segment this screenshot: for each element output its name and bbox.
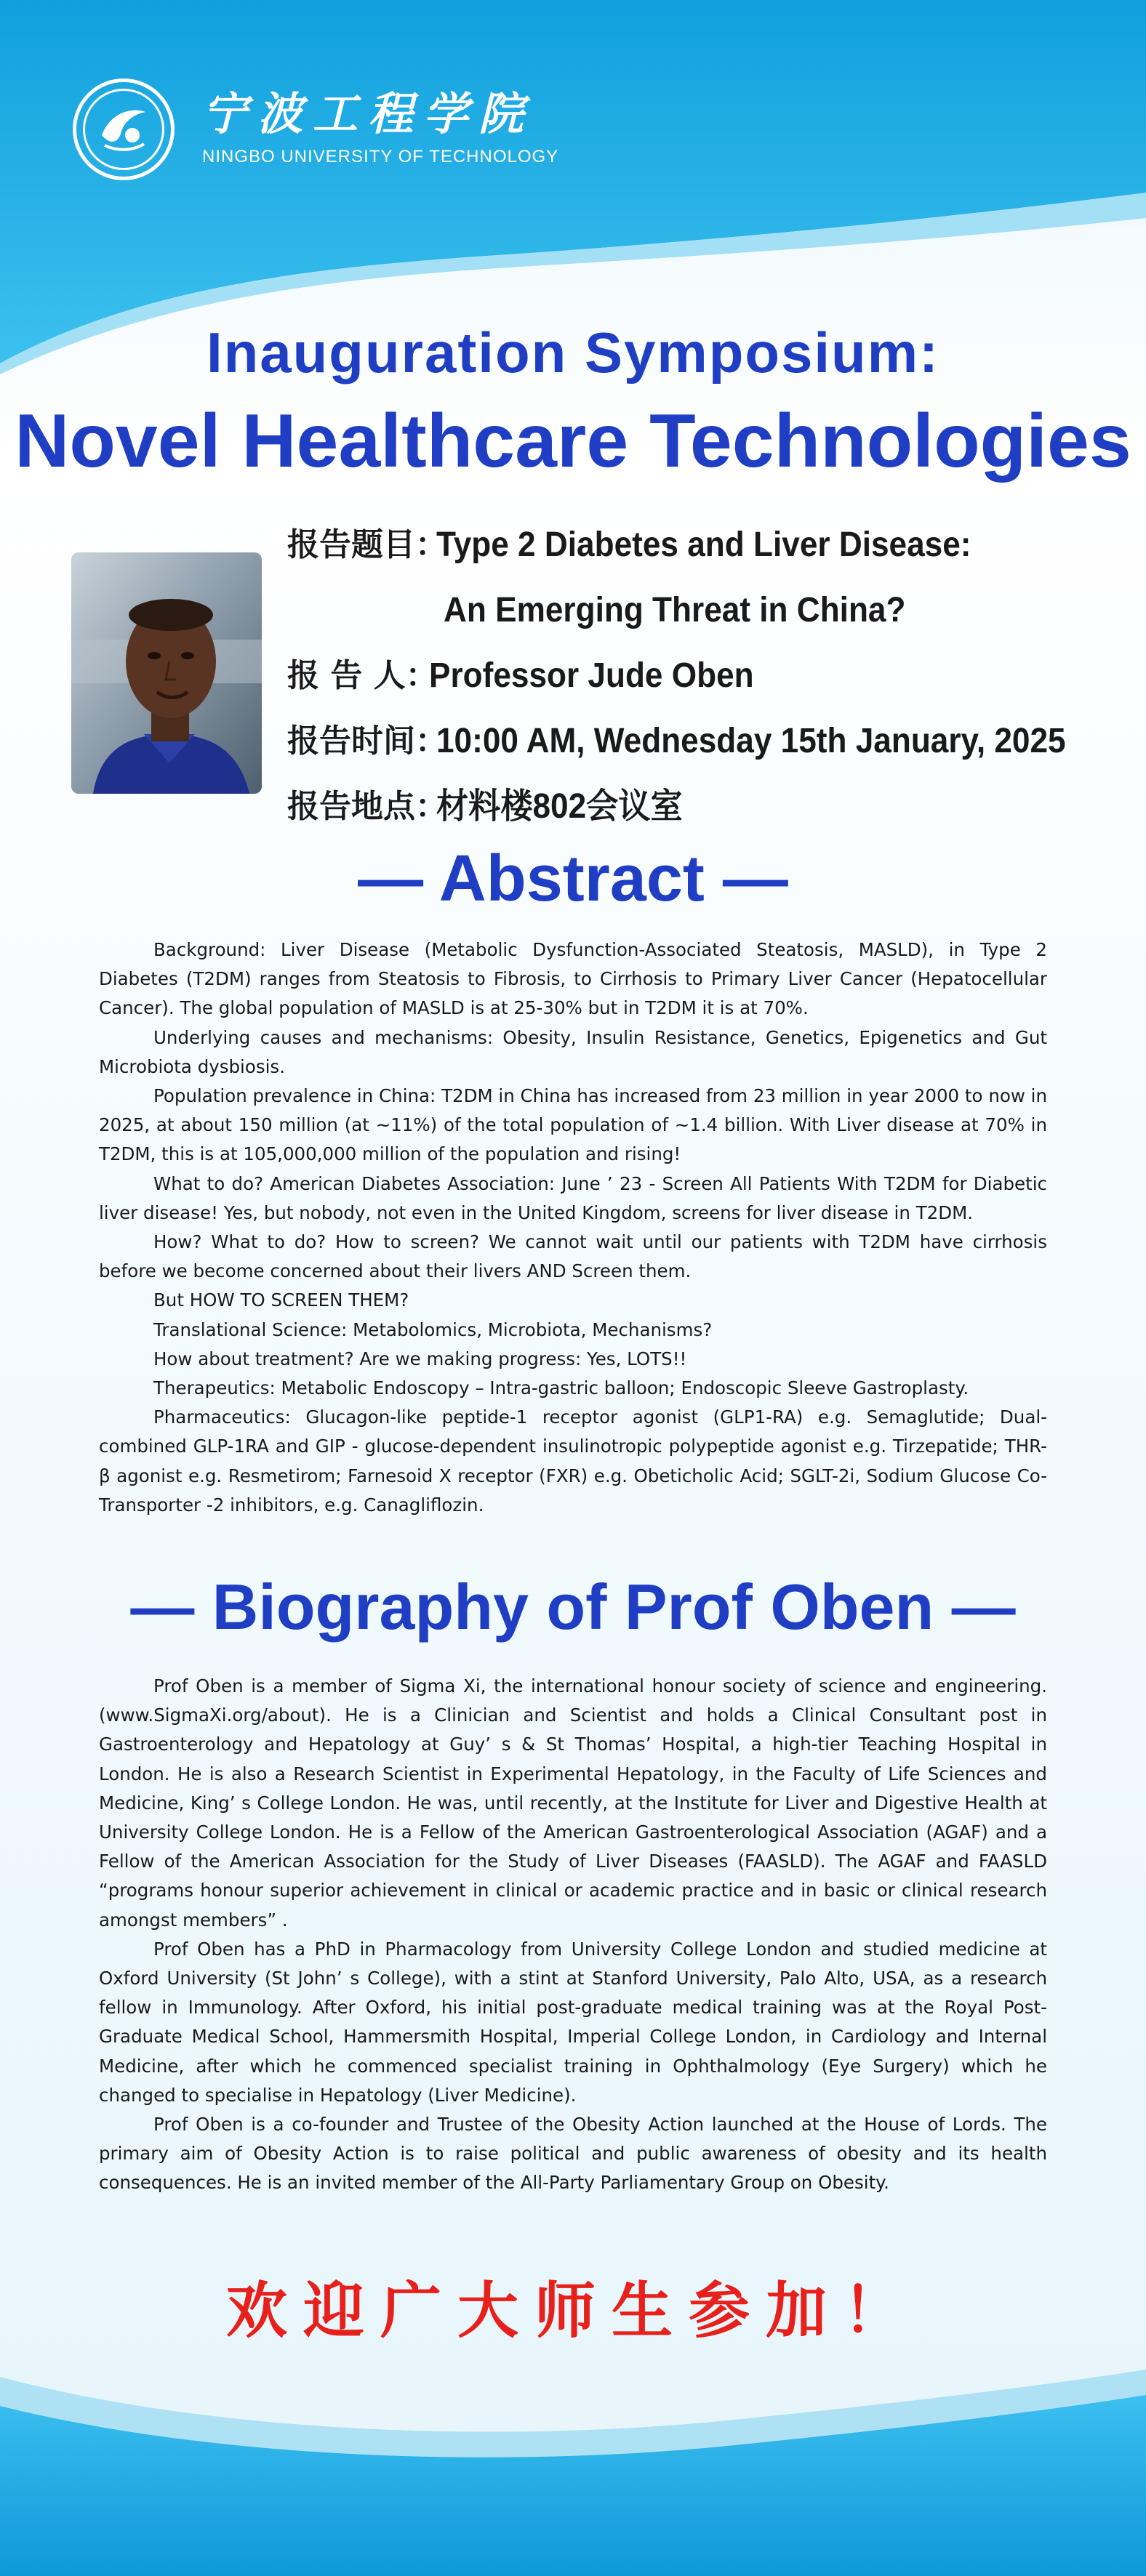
abstract-paragraph: Population prevalence in China: T2DM in China has increased from 23 million in year 2000 to now in 2025, at about 150 million (at ~11%) of the total population of ~1.4 billion. With Liver disease at 70% in T2DM, this is at 105,000,000 million of the population and rising!: [99, 1085, 1047, 1165]
topic-line1: Type 2 Diabetes and Liver Disease:: [436, 526, 971, 564]
biography-paragraph: Prof Oben is a co-founder and Trustee of the Obesity Action launched at the House of Lords. The primary aim of Obesity Action is to raise political and public awareness of obesity and its health consequences. He is an invited member of the All-Party Parliamentary Group on Obesity.: [99, 2114, 1047, 2194]
speaker-photo: [71, 552, 262, 794]
time-row: [287, 712, 1087, 778]
university-emblem-icon: [73, 79, 175, 180]
abstract-body: [99, 935, 1047, 1520]
topic-line2: An Emerging Threat in China?: [444, 591, 906, 629]
abstract-paragraph: Underlying causes and mechanisms: Obesity, Insulin Resistance, Genetics, Epigenetics and Gut Microbiota dysbiosis.: [99, 1026, 1047, 1077]
speaker-label: 报 告 人：: [287, 657, 438, 694]
abstract-paragraph: Pharmaceutics: Glucagon-like peptide-1 receptor agonist (GLP1-RA) e.g. Semaglutide; Dual-combined GLP-1RA and GIP - glucose-dependent insulinotropic polypeptide agonist e.g. Tirzepatide; THR-β agonist e.g. Resmetirom; Farnesoid X receptor (FXR) e.g. Obeticholic Acid; SGLT-2i, Sodium Glucose Co-Transporter -2 inhibitors, e.g. Canagliflozin.: [99, 1406, 1047, 1516]
speaker-row: [287, 647, 1087, 712]
speaker-name: Professor Jude Oben: [429, 656, 754, 695]
time-label: 报告时间：: [287, 723, 447, 760]
bottom-banner-wave: [0, 2326, 1146, 2576]
talk-info: [287, 516, 1087, 843]
event-title-line1: Inauguration Symposium:: [206, 321, 940, 385]
talk-time: 10:00 AM, Wednesday 15th January, 2025: [436, 722, 1066, 760]
university-name-cn: 宁波工程学院: [202, 87, 534, 140]
biography-paragraph: Prof Oben is a member of Sigma Xi, the international honour society of science and engineering. (www.SigmaXi.org/about). He is a Clinician and Scientist and holds a Clinical Consultant post in Gastroenterology and Hepatology at Guy’ s & St Thomas’ Hospital, a high-tier Teaching Hospital in London. He is also a Research Scientist in Experimental Hepatology, in the Faculty of Life Sciences and Medicine, King’ s College London. He was, until recently, at the Institute for Liver and Digestive Health at University College London. He is a Fellow of the American Gastroenterological Association (AGAF) and a Fellow of the American Association for the Study of Liver Diseases (FAASLD). The AGAF and FAASLD “programs honour superior achievement in clinical or academic practice and in basic or clinical research amongst members” .: [99, 1675, 1047, 1931]
topic-label: 报告题目：: [287, 526, 447, 563]
abstract-paragraph: But HOW TO SCREEN THEM?: [153, 1289, 409, 1311]
abstract-paragraph: What to do? American Diabetes Association: June ’ 23 - Screen All Patients With T2DM for Diabetic liver disease! Yes, but nobody, not even in the United Kingdom, screens for liver disease in T2DM.: [99, 1172, 1047, 1223]
biography-heading: — Biography of Prof Oben —: [130, 1571, 1016, 1643]
abstract-heading: — Abstract —: [358, 842, 788, 915]
talk-topic-row2: [287, 581, 1087, 647]
university-logo-block: [73, 79, 558, 180]
welcome-message: 欢迎广大师生参加！: [225, 2274, 920, 2346]
abstract-paragraph: Background: Liver Disease (Metabolic Dysfunction-Associated Steatosis, MASLD), in Type 2 Diabetes (T2DM) ranges from Steatosis to Fibrosis, to Cirrhosis to Primary Liver Cancer (Hepatocellular Cancer). The global population of MASLD is at 25-30% but in T2DM it is at 70%.: [99, 939, 1047, 1019]
place-row: [287, 778, 1087, 843]
event-title-line2: Novel Healthcare Technologies: [15, 399, 1131, 483]
abstract-paragraph: Therapeutics: Metabolic Endoscopy – Intra-gastric balloon; Endoscopic Sleeve Gastroplasty.: [153, 1377, 969, 1399]
biography-paragraph: Prof Oben has a PhD in Pharmacology from University College London and studied medicine at Oxford University (St John’ s College), with a stint at Stanford University, Palo Alto, USA, as a research fellow in Immunology. After Oxford, his initial post-graduate medical training was at the Royal Post-Graduate Medical School, Hammersmith Hospital, Imperial College London, in Cardiology and Internal Medicine, after which he commenced specialist training in Ophthalmology (Eye Surgery) which he changed to specialise in Hepatology (Liver Medicine).: [99, 1938, 1047, 2106]
talk-place: 材料楼802会议室: [436, 787, 683, 826]
abstract-paragraph: Translational Science: Metabolomics, Microbiota, Mechanisms?: [153, 1319, 713, 1340]
abstract-paragraph: How about treatment? Are we making progress: Yes, LOTS!!: [153, 1348, 687, 1369]
talk-topic-row: [287, 516, 1087, 581]
university-name-en: NINGBO UNIVERSITY OF TECHNOLOGY: [202, 147, 559, 166]
abstract-paragraph: How? What to do? How to screen? We cannot wait until our patients with T2DM have cirrhosis before we become concerned about their livers AND Screen them.: [99, 1231, 1047, 1282]
place-label: 报告地点：: [287, 788, 447, 825]
biography-body: [99, 1672, 1047, 2198]
